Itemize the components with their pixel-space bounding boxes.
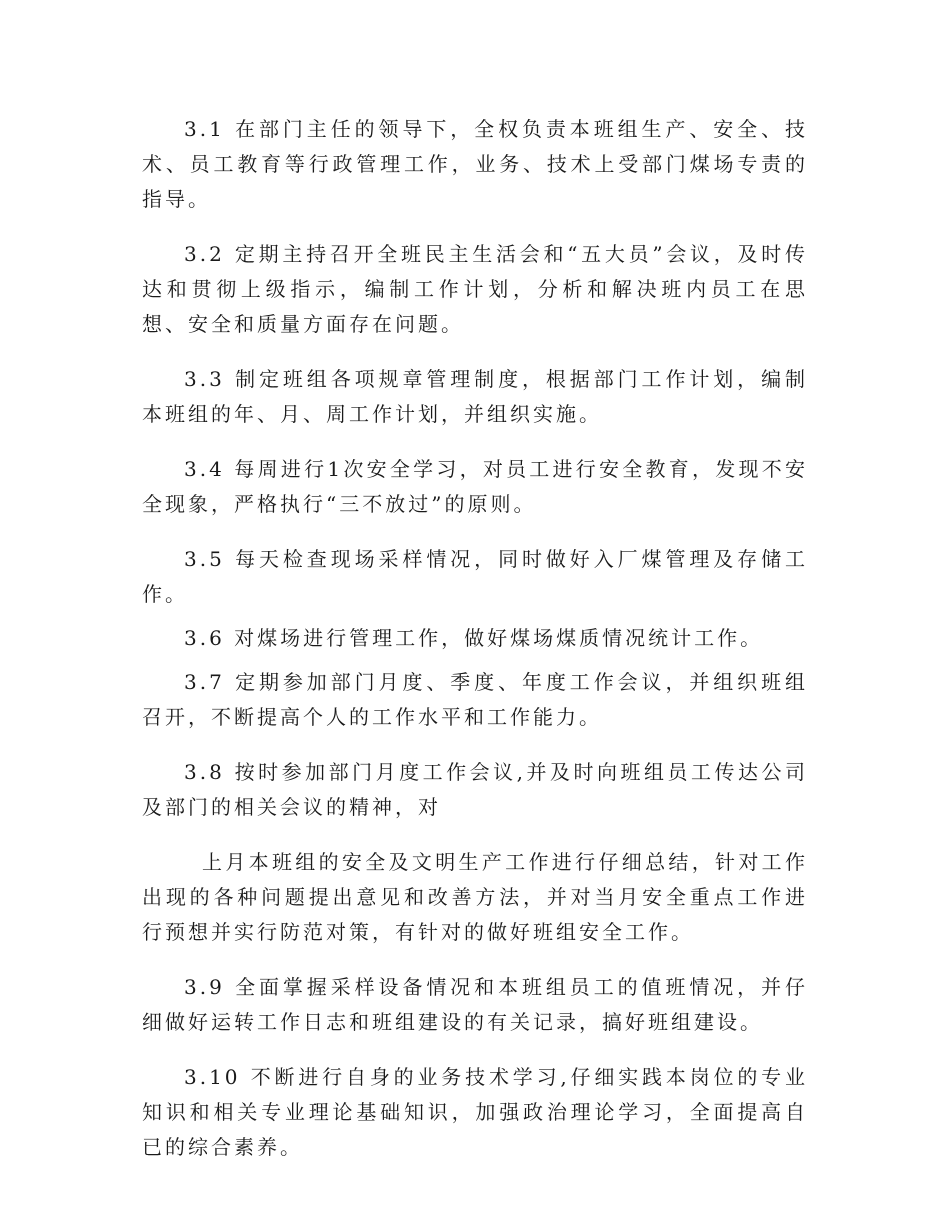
paragraph-3-9: 3.9 全面掌握采样设备情况和本班组员工的值班情况，并仔细做好运转工作日志和班组建设的有关记录，搞好班组建设。 xyxy=(142,975,808,1034)
document-body xyxy=(142,112,808,1185)
paragraph-3-3: 3.3 制定班组各项规章管理制度，根据部门工作计划，编制本班组的年、月、周工作计划，并组织实施。 xyxy=(142,367,808,426)
paragraph-3-7: 3.7 定期参加部门月度、季度、年度工作会议，并组织班组召开，不断提高个人的工作水平和工作能力。 xyxy=(142,670,808,729)
paragraph-3-10: 3.10 不断进行自身的业务技术学习,仔细实践本岗位的专业知识和相关专业理论基础知识，加强政治理论学习，全面提高自已的综合素养。 xyxy=(142,1065,808,1159)
paragraph-3-1: 3.1 在部门主任的领导下，全权负责本班组生产、安全、技术、员工教育等行政管理工作，业务、技术上受部门煤场专责的指导。 xyxy=(142,117,808,211)
paragraph-3-8: 3.8 按时参加部门月度工作会议,并及时向班组员工传达公司及部门的相关会议的精神，对 xyxy=(142,760,808,819)
paragraph-3-6: 3.6 对煤场进行管理工作，做好煤场煤质情况统计工作。 xyxy=(184,626,764,650)
paragraph-3-4: 3.4 每周进行1次安全学习，对员工进行安全教育，发现不安全现象，严格执行“三不放过”的原则。 xyxy=(142,457,808,516)
paragraph-3-8-continued: 上月本班组的安全及文明生产工作进行仔细总结，针对工作出现的各种问题提出意见和改善方法，并对当月安全重点工作进行预想并实行防范对策，有针对的做好班组安全工作。 xyxy=(142,850,808,944)
paragraph-3-5: 3.5 每天检查现场采样情况，同时做好入厂煤管理及存储工作。 xyxy=(142,547,808,606)
paragraph-3-2: 3.2 定期主持召开全班民主生活会和“五大员”会议，及时传达和贯彻上级指示，编制工作计划，分析和解决班内员工在思想、安全和质量方面存在问题。 xyxy=(142,242,808,336)
